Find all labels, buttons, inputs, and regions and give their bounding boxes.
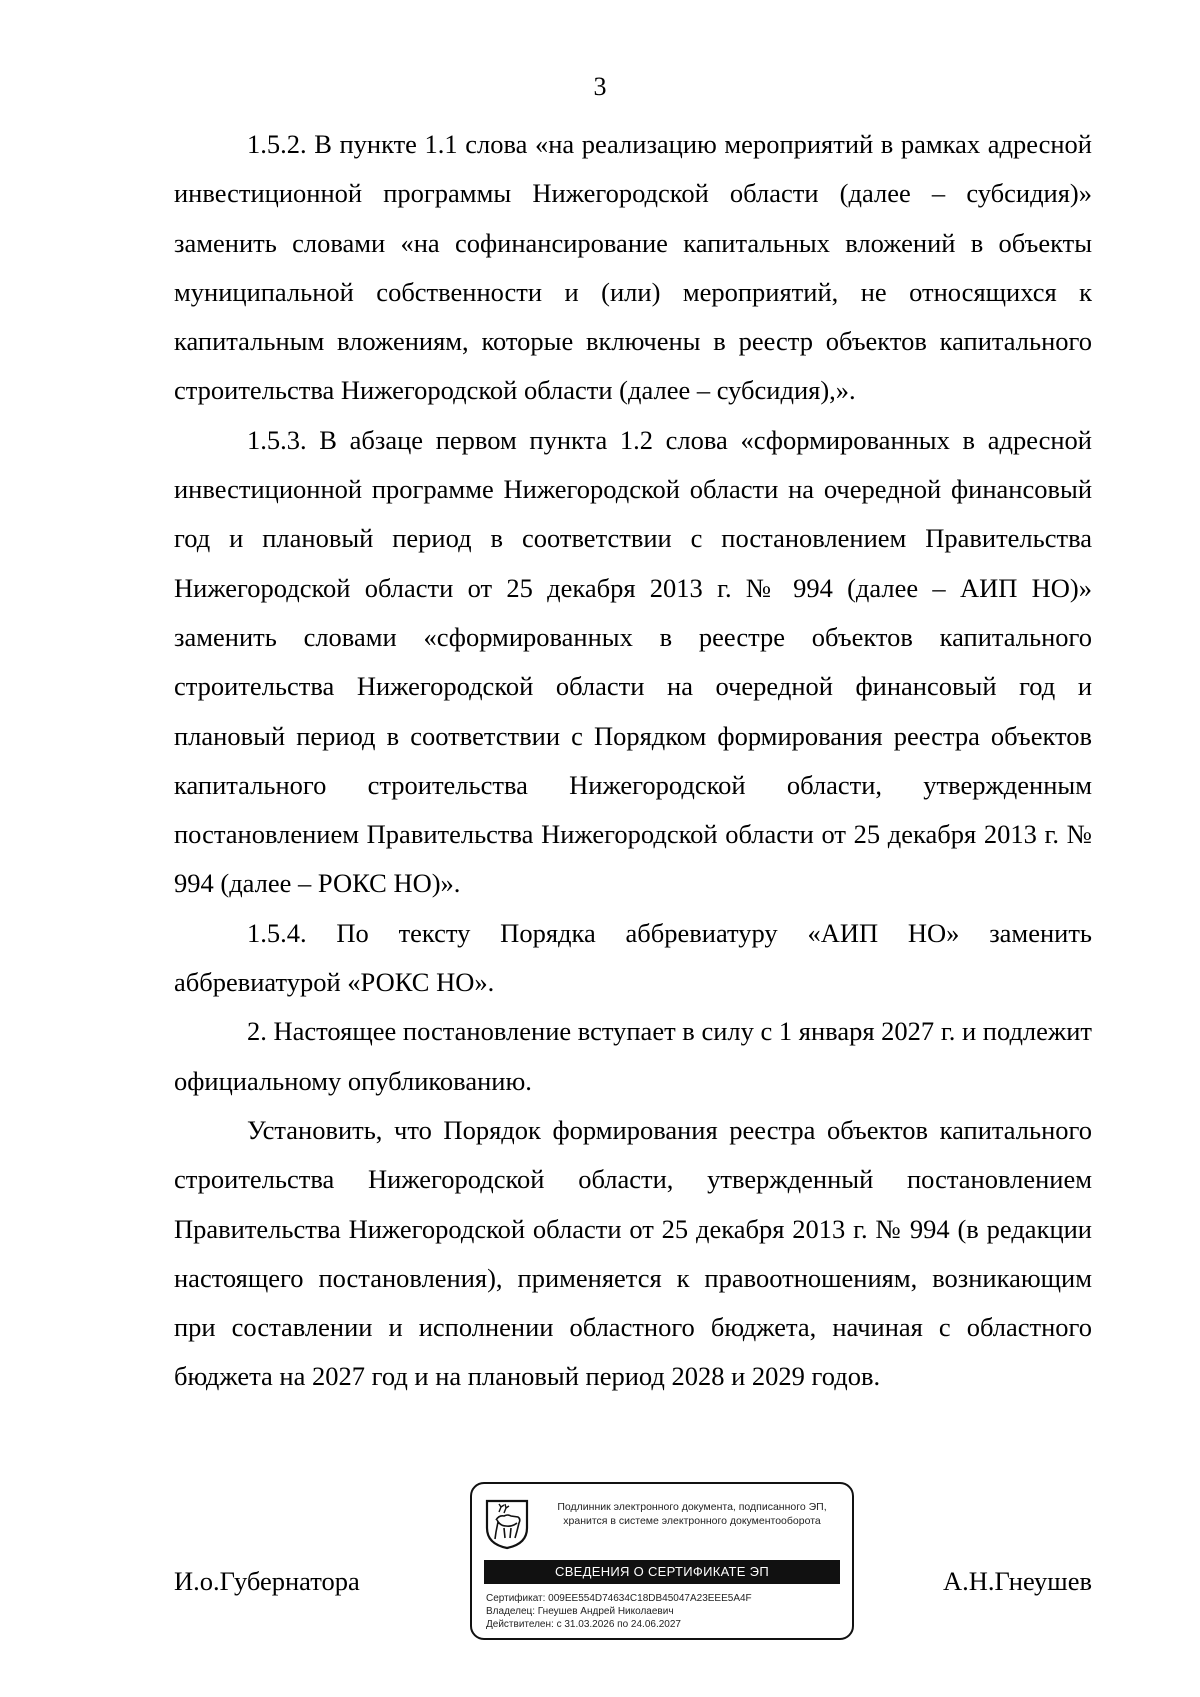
paragraph-1-5-3: 1.5.3. В абзаце первом пункта 1.2 слова «сформированных в адресной инвестиционной программе Нижегородской области на очередной финансовый год и плановый период в соответствии с постановлением Правительства Нижегородской области от 25 декабря 2013 г. № 994 (далее – АИП НО)» заменить словами «сформированных в реестре объектов капитального строительства Нижегородской области на очередной финансовый год и плановый период в соответствии с Порядком формирования реестра объектов капитального строительства Нижегородской области, утвержденным постановлением Правительства Нижегородской области от 25 декабря 2013 г. № 994 (далее – РОКС НО)». — [174, 424, 1092, 899]
signatory-name: А.Н.Гнеушев — [942, 1566, 1092, 1596]
paragraph-2: 2. Настоящее постановление вступает в силу с 1 января 2027 г. и подлежит официальному опубликованию. — [174, 1016, 1092, 1096]
stamp-note-line-2: хранится в системе электронного документооборота — [563, 1515, 821, 1527]
paragraph-establish: Установить, что Порядок формирования реестра объектов капитального строительства Нижегородской области, утвержденный постановлением Правительства Нижегородской области от 25 декабря 2013 г. № 994 (в редакции настоящего постановления), применяется к правоотношениям, возникающим при составлении и исполнении областного бюджета, начиная с областного бюджета на 2027 год и на плановый период 2028 и 2029 годов. — [174, 1114, 1092, 1392]
stamp-note — [542, 1500, 842, 1528]
paragraph-1-5-4: 1.5.4. По тексту Порядка аббревиатуру «АИП НО» заменить аббревиатурой «РОКС НО». — [174, 917, 1092, 998]
paragraph-1-5-2: 1.5.2. В пункте 1.1 слова «на реализацию мероприятий в рамках адресной инвестиционной программы Нижегородской области (далее – субсидия)» заменить словами «на софинансирование капитальных вложений в объекты муниципальной собственности и (или) мероприятий, не относящихся к капитальным вложениям, которые включены в реестр объектов капитального строительства Нижегородской области (далее – субсидия),». — [174, 129, 1092, 406]
certificate-validity: Действителен: с 31.03.2026 по 24.06.2027 — [486, 1619, 681, 1630]
deer-coat-of-arms-icon — [484, 1498, 530, 1550]
stamp-header: СВЕДЕНИЯ О СЕРТИФИКАТЕ ЭП — [484, 1560, 840, 1584]
page-number: 3 — [593, 72, 607, 101]
signatory-position: И.о.Губернатора — [174, 1566, 360, 1596]
certificate-owner: Владелец: Гнеушев Андрей Николаевич — [486, 1606, 674, 1617]
stamp-note-line-1: Подлинник электронного документа, подписанного ЭП, — [557, 1501, 827, 1513]
certificate-details — [486, 1592, 842, 1631]
electronic-signature-stamp — [470, 1482, 854, 1640]
certificate-number: Сертификат: 009EE554D74634C18DB45047A23EEE5A4F — [486, 1593, 752, 1604]
document-body — [174, 120, 1092, 1402]
